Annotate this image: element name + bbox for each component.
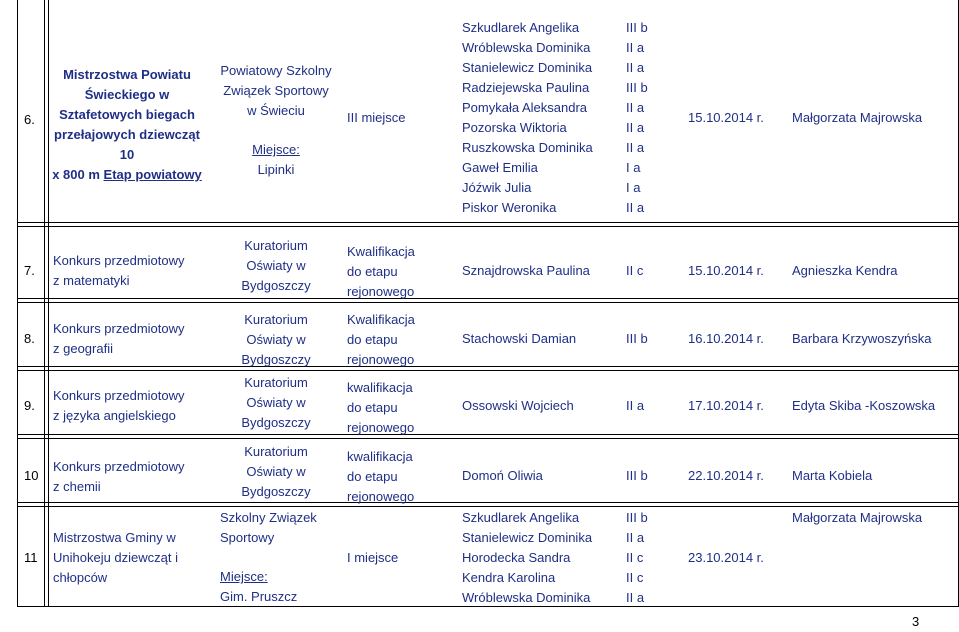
class-label: II a (626, 120, 645, 135)
class-label: II c (626, 570, 644, 585)
student-name: Szkudlarek Angelika (462, 510, 580, 525)
student-name: Radziejewska Paulina (462, 80, 590, 95)
class-label: III b (626, 510, 648, 525)
date: 17.10.2014 r. (688, 398, 764, 413)
student-name: Wróblewska Dominika (462, 590, 591, 605)
student-name: Horodecka Sandra (462, 550, 571, 565)
organizer: Szkolny Związek Sportowy Miejsce: Gim. Pruszcz (220, 510, 317, 604)
class-label: III b (626, 20, 648, 35)
student-name: Pozorska Wiktoria (462, 120, 567, 135)
result: III miejsce (347, 110, 406, 125)
result: kwalifikacja do etapu rejonowego (347, 380, 415, 435)
row-divider (17, 506, 959, 507)
organizer: Kuratorium Oświaty w Bydgoszczy (241, 375, 311, 430)
student-list (462, 508, 592, 608)
class-label: I a (626, 160, 641, 175)
row-number: 10 (24, 468, 39, 483)
class-label: I a (626, 180, 641, 195)
student-name: Stanielewicz Dominika (462, 530, 593, 545)
student-name: Szkudlarek Angelika (462, 20, 580, 35)
class-label: II a (626, 398, 645, 413)
class-label: II a (626, 140, 645, 155)
teacher: Małgorzata Majrowska (792, 510, 923, 525)
result: Kwalifikacja do etapu rejonowego (347, 312, 415, 367)
row-divider (17, 302, 959, 303)
row-divider (17, 222, 959, 223)
column-divider (17, 0, 18, 607)
class-label: II c (626, 550, 644, 565)
event-name: Mistrzostwa Gminy w Unihokeju dziewcząt i chłopców (53, 530, 179, 585)
student-list (462, 18, 593, 218)
student-name: Wróblewska Dominika (462, 40, 591, 55)
event-name: Mistrzostwa Powiatu Świeckiego w Sztafetowych biegach przełajowych dziewcząt 10 x 800 m Etap powiatowy (52, 67, 202, 182)
teacher: Barbara Krzywoszyńska (792, 331, 932, 346)
class-list (626, 508, 648, 608)
row-number: 9. (24, 398, 35, 413)
row-divider (17, 438, 959, 439)
event-name: Konkurs przedmiotowy z geografii (53, 321, 185, 356)
organizer: Kuratorium Oświaty w Bydgoszczy (241, 238, 311, 293)
teacher: Małgorzata Majrowska (792, 110, 923, 125)
event-name: Konkurs przedmiotowy z matematyki (53, 253, 185, 288)
result: kwalifikacja do etapu rejonowego (347, 449, 415, 504)
event-name: Konkurs przedmiotowy z chemii (53, 459, 185, 494)
class-label: II a (626, 530, 645, 545)
student-name: Ossowski Wojciech (462, 398, 574, 413)
event-name: Konkurs przedmiotowy z języka angielskiego (53, 388, 185, 423)
class-label: II a (626, 100, 645, 115)
organizer: Powiatowy Szkolny Związek Sportowy w Świeciu Miejsce: Lipinki (220, 63, 332, 177)
date: 15.10.2014 r. (688, 263, 764, 278)
class-label: III b (626, 468, 648, 483)
class-label: II c (626, 263, 644, 278)
student-name: Jóźwik Julia (462, 180, 532, 195)
row-divider (17, 370, 959, 371)
student-name: Stanielewicz Dominika (462, 60, 593, 75)
student-name: Domoń Oliwia (462, 468, 543, 483)
class-label: II a (626, 590, 645, 605)
date: 23.10.2014 r. (688, 550, 764, 565)
date: 15.10.2014 r. (688, 110, 764, 125)
class-label: III b (626, 331, 648, 346)
organizer: Kuratorium Oświaty w Bydgoszczy (241, 444, 311, 499)
organizer: Kuratorium Oświaty w Bydgoszczy (241, 312, 311, 367)
row-divider (17, 434, 959, 435)
column-divider (44, 0, 45, 607)
class-label: II a (626, 200, 645, 215)
row-divider (17, 366, 959, 367)
student-name: Ruszkowska Dominika (462, 140, 593, 155)
teacher: Edyta Skiba -Koszowska (792, 398, 936, 413)
page-number: 3 (912, 614, 920, 629)
row-divider (17, 502, 959, 503)
row-divider (17, 226, 959, 227)
teacher: Agnieszka Kendra (792, 263, 898, 278)
row-number: 11 (24, 550, 38, 565)
row-number: 8. (24, 331, 35, 346)
class-label: III b (626, 80, 648, 95)
student-name: Gaweł Emilia (462, 160, 538, 175)
student-name: Stachowski Damian (462, 331, 577, 346)
date: 22.10.2014 r. (688, 468, 764, 483)
row-number: 7. (24, 263, 35, 278)
class-label: II a (626, 60, 645, 75)
teacher: Marta Kobiela (792, 468, 873, 483)
student-name: Kendra Karolina (462, 570, 556, 585)
result: Kwalifikacja do etapu rejonowego (347, 244, 415, 299)
student-name: Piskor Weronika (462, 200, 557, 215)
row-number: 6. (24, 112, 35, 127)
result: I miejsce (347, 550, 399, 565)
row-divider (17, 298, 959, 299)
class-list (626, 18, 648, 218)
student-name: Sznajdrowska Paulina (462, 263, 590, 278)
column-divider (48, 0, 49, 607)
student-name: Pomykała Aleksandra (462, 100, 588, 115)
class-label: II a (626, 40, 645, 55)
date: 16.10.2014 r. (688, 331, 764, 346)
